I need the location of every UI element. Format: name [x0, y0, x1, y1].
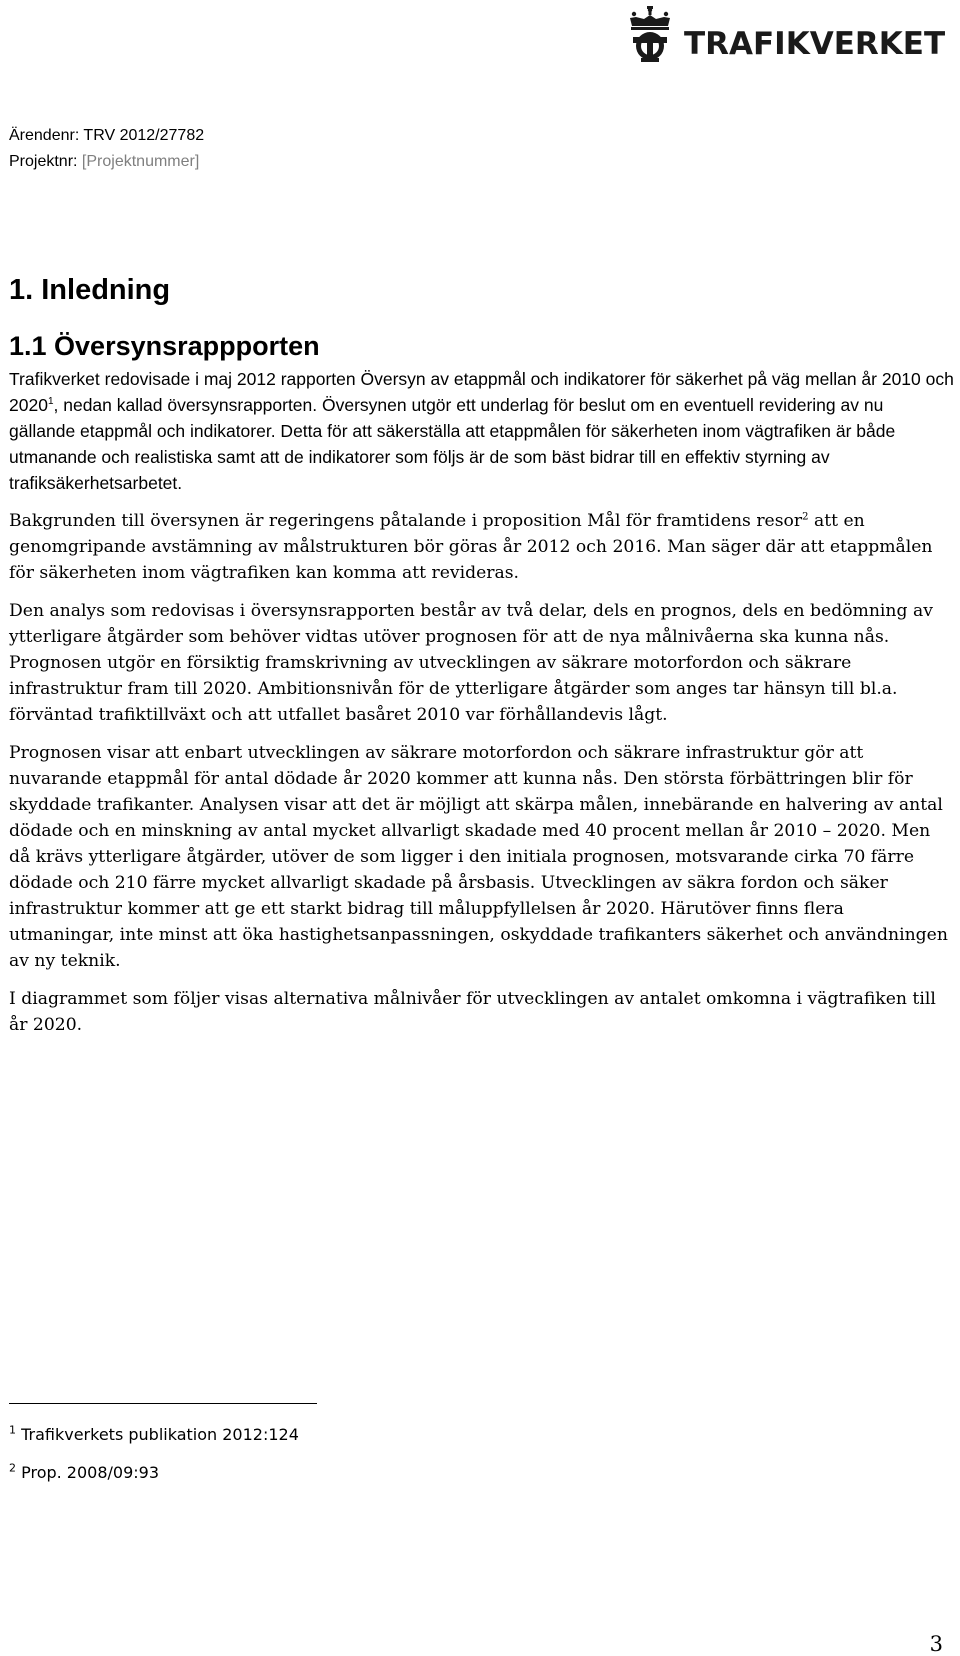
- crown-emblem-icon: [620, 6, 680, 68]
- projekt-number: [9, 149, 204, 175]
- document-meta: [9, 123, 204, 175]
- paragraph-1: [9, 366, 954, 496]
- footnote-1-text: Trafikverkets publikation 2012:124: [21, 1425, 299, 1444]
- paragraph-1-text-a: Trafikverket redovisade i maj 2012 rapporten Översyn av etappmål och indikatorer för säkerhet på väg mellan år 2010 och 2020: [9, 369, 954, 415]
- paragraph-4: Prognosen visar att enbart utvecklingen av säkrare motorfordon och säkrare infrastruktur gör att nuvarande etappmål för antal dödade år 2020 kommer att kunna nås. Den största förbättringen blir för skyddade trafikanter. Analysen visar att det är möjligt att skärpa målen, innebärande en halvering av antal dödade och en minskning av antal mycket allvarligt skadade med 40 procent mellan år 2010 – 2020. Men då krävs ytterligare åtgärder, utöver de som ligger i den initiala prognosen, motsvarande cirka 70 färre dödade och 210 färre mycket allvarligt skadade på årsbasis. Utvecklingen av säkra fordon och säker infrastruktur kommer att ge ett starkt bidrag till måluppfyllelsen år 2020. Härutöver finns flera utmaningar, inte minst att öka hastighetsanpassningen, oskyddade trafikanters säkerhet och användningen av ny teknik.: [9, 743, 948, 971]
- footnote-separator: [9, 1403, 317, 1404]
- subsection-heading: 1.1 Översynsrappporten: [9, 331, 320, 361]
- footnote-1: [9, 1425, 299, 1444]
- body-text: [9, 366, 954, 1050]
- footnote-2-text: Prop. 2008/09:93: [21, 1463, 160, 1482]
- paragraph-3: Den analys som redovisas i översynsrapporten består av två delar, dels en prognos, dels en bedömning av ytterligare åtgärder som behöver vidtas utöver prognosen för att de nya målnivåerna ska kunna nås. Prognosen utgör en försiktig framskrivning av utvecklingen av säkrare motorfordon och säkrare infrastruktur fram till 2020. Ambitionsnivån för de ytterligare åtgärder som anges tar hänsyn till bl.a. förväntad trafiktillväxt och att utfallet basåret 2010 var förhållandevis lågt.: [9, 601, 933, 725]
- arende-number: Ärendenr: TRV 2012/27782: [9, 127, 205, 144]
- trafikverket-logo: [620, 6, 950, 68]
- paragraph-2: [9, 508, 954, 586]
- paragraph-2-text-b: att en genomgripande avstämning av målstrukturen bör göras år 2012 och 2016. Man säger där att etappmålen för säkerheten inom vägtrafiken kan komma att revideras.: [9, 511, 933, 583]
- logo-wordmark: TRAFIKVERKET: [684, 26, 946, 62]
- footnote-ref-2: 2: [802, 511, 809, 523]
- paragraph-5: I diagrammet som följer visas alternativa målnivåer för utvecklingen av antalet omkomna i vägtrafiken till år 2020.: [9, 989, 936, 1035]
- footnote-1-number: 1: [9, 1423, 16, 1437]
- footnote-ref-1: 1: [47, 396, 54, 408]
- paragraph-1-text-b: , nedan kallad översynsrapporten. Översynen utgör ett underlag för beslut om en eventuell revidering av nu gällande etappmål och indikatorer. Detta för att säkerställa att etappmålen för säkerheten inom vägtrafiken är både utmanande och realistiska samt att de indikatorer som följs är de som bäst bidrar till en effektiv styrning av trafiksäkerhetsarbetet.: [9, 395, 896, 493]
- footnote-2: [9, 1463, 159, 1482]
- section-heading: 1. Inledning: [9, 274, 171, 306]
- projekt-label: Projektnr:: [9, 153, 82, 170]
- paragraph-2-text-a: Bakgrunden till översynen är regeringens påtalande i proposition Mål för framtidens resor: [9, 511, 803, 531]
- projekt-placeholder: [Projektnummer]: [81, 153, 200, 170]
- page-number: 3: [929, 1632, 943, 1656]
- footnote-2-number: 2: [9, 1461, 16, 1475]
